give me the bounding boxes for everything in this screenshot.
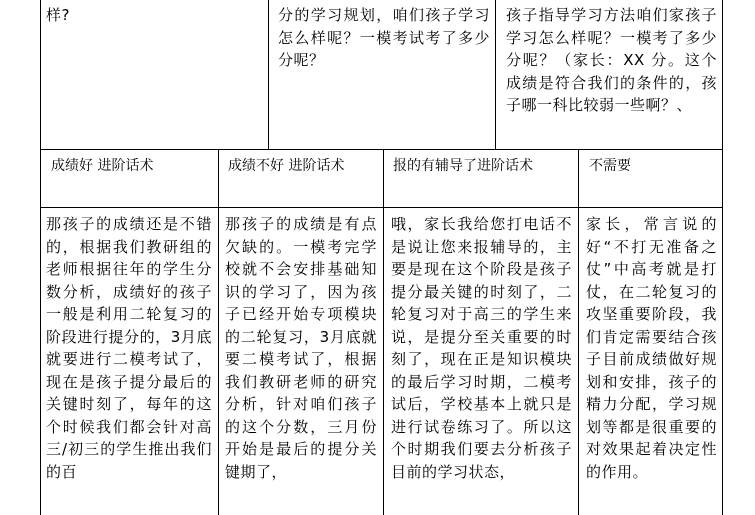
header-good-scores: 成绩好 进阶话术 bbox=[51, 158, 154, 174]
table-border-right bbox=[722, 0, 723, 515]
top-cell-2: 分的学习规划，咱们孩子学习怎么样呢？一模考试考了多少分呢？ bbox=[278, 6, 490, 69]
header-poor-scores: 成绩不好 进阶话术 bbox=[228, 158, 345, 174]
table-border-left bbox=[40, 0, 41, 515]
row-divider-header bbox=[40, 207, 723, 208]
col-divider-1 bbox=[218, 149, 219, 515]
script-already-tutored: 哦，家长我给您打电话不是说让您来报辅导的，主要是现在这个阶段是孩子提分最关键的时刻了，二轮复习对于高三的学生来说，是提分至关重要的时刻了，现在正是知识模块的最后学习时期，二模考试后，学校基本上就只是进行试卷练习了。所以这个时期我们要去分析孩子目前的学习状态， bbox=[391, 215, 572, 481]
script-good-scores: 那孩子的成绩还是不错的，根据我们教研组的老师根据往年的学生分数分析，成绩好的孩子一般是利用二轮复习的阶段进行提分的，3月底就要进行二模考试了，现在是孩子提分最后的关键时刻了，每年的这个时候我们都会针对高三/初三的学生推出我们的百 bbox=[46, 215, 212, 481]
script-not-needed: 家长，常言说的好“不打无准备之仗”中高考就是打仗，在二轮复习的攻坚重要阶段，我们肯定需要结合孩子目前成绩做好规划和安排，孩子的精力分配，学习规划等都是很重要的对效果起着决定性的作用。 bbox=[586, 215, 717, 481]
header-already-tutored: 报的有辅导了进阶话术 bbox=[393, 158, 533, 174]
header-not-needed: 不需要 bbox=[589, 158, 631, 174]
top-cell-1: 样? bbox=[46, 6, 70, 24]
row-divider-top bbox=[40, 149, 723, 150]
col-divider-3 bbox=[578, 149, 579, 515]
col-divider-2 bbox=[383, 149, 384, 515]
script-poor-scores: 那孩子的成绩是有点欠缺的。一模考完学校就不会安排基础知识的学习了，因为孩子已经开始专项模块的二轮复习，3月底就要二模考试了，根据我们教研老师的研究分析，针对咱们孩子的这个分数，三月份开始是最后的提分关键期了， bbox=[225, 215, 377, 481]
top-divider-1 bbox=[268, 0, 269, 150]
top-divider-2 bbox=[495, 0, 496, 150]
top-cell-3: 孩子指导学习方法咱们家孩子学习怎么样呢？一模考了多少分呢？（家长：XX 分。这个成绩是符合我们的条件的，孩子哪一科比较弱一些啊？、 bbox=[506, 6, 717, 114]
